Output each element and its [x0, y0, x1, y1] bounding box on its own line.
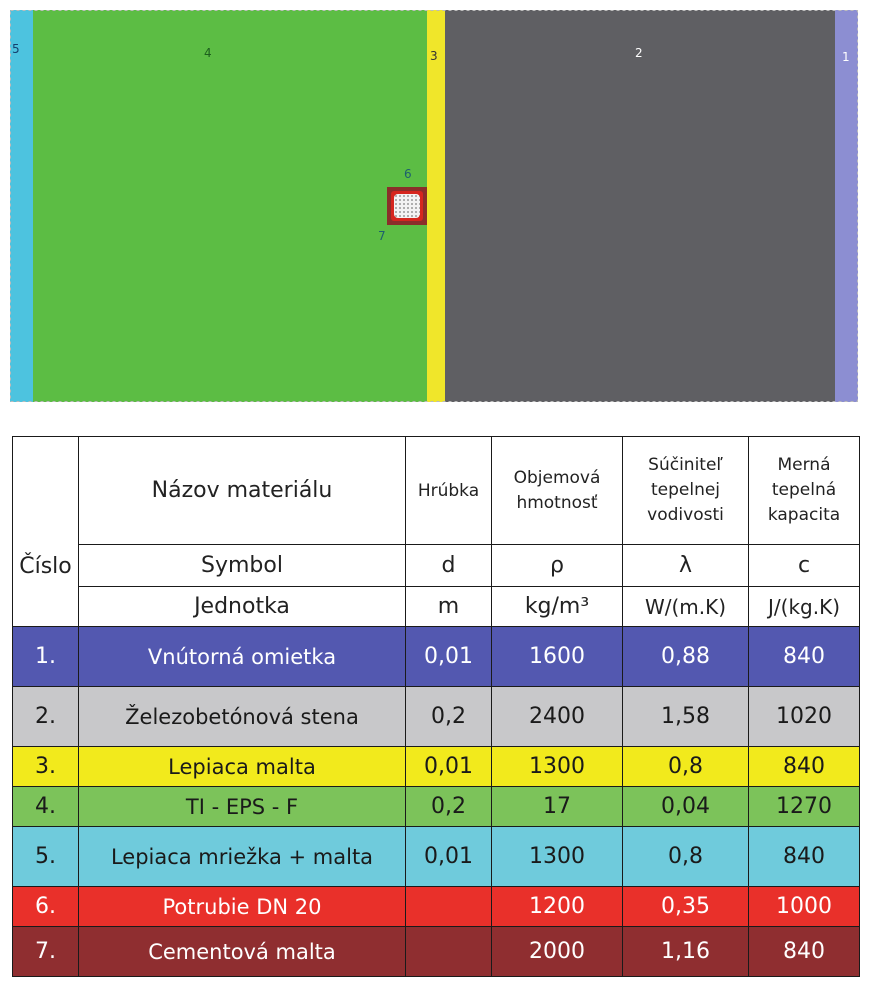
layer-1	[835, 10, 858, 402]
unit-lambda: W/(m.K)	[623, 587, 749, 627]
header-suciniteľ: Súčiniteľ tepelnej vodivosti	[623, 437, 749, 545]
table-row	[13, 687, 860, 747]
header-objemova: Objemová hmotnosť	[492, 437, 623, 545]
cell-rho: 1600	[492, 627, 623, 687]
mortar-label-7: 7	[378, 229, 386, 243]
unit-d: m	[406, 587, 492, 627]
layer-3	[427, 10, 445, 402]
pipe-label-6: 6	[404, 167, 412, 181]
materials-table	[12, 436, 860, 977]
layer-5	[10, 10, 33, 402]
symbol-d: d	[406, 545, 492, 587]
cell-num: 3.	[13, 747, 79, 787]
cell-c: 840	[749, 627, 860, 687]
unit-label: Jednotka	[79, 587, 406, 627]
cell-num: 5.	[13, 827, 79, 887]
header-merna: Merná tepelná kapacita	[749, 437, 860, 545]
cell-name: Potrubie DN 20	[79, 887, 406, 927]
symbol-lambda: λ	[623, 545, 749, 587]
cell-c: 1020	[749, 687, 860, 747]
pipe-detail	[387, 187, 427, 225]
layer-label-3: 3	[430, 49, 438, 63]
cell-num: 4.	[13, 787, 79, 827]
header-cislo: Číslo	[13, 437, 79, 627]
cell-name: TI - EPS - F	[79, 787, 406, 827]
unit-rho: kg/m³	[492, 587, 623, 627]
cell-d: 0,01	[406, 747, 492, 787]
symbol-rho: ρ	[492, 545, 623, 587]
cell-rho: 17	[492, 787, 623, 827]
cell-c: 1270	[749, 787, 860, 827]
cell-d: 0,01	[406, 627, 492, 687]
layer-4	[33, 10, 427, 402]
cell-lambda: 1,16	[623, 927, 749, 977]
symbol-c: c	[749, 545, 860, 587]
cell-lambda: 0,8	[623, 827, 749, 887]
cell-lambda: 0,35	[623, 887, 749, 927]
layer-2	[445, 10, 835, 402]
cell-lambda: 0,04	[623, 787, 749, 827]
layer-label-5: 5	[12, 42, 20, 56]
header-nazov: Názov materiálu	[79, 437, 406, 545]
cell-d: 0,2	[406, 687, 492, 747]
pipe-interior	[394, 194, 420, 218]
cell-d: 0,01	[406, 827, 492, 887]
header-hrubka: Hrúbka	[406, 437, 492, 545]
cell-num: 2.	[13, 687, 79, 747]
cell-d	[406, 927, 492, 977]
wall-section-diagram	[10, 10, 858, 402]
table-row	[13, 827, 860, 887]
cell-lambda: 0,88	[623, 627, 749, 687]
cell-rho: 1300	[492, 827, 623, 887]
cell-lambda: 0,8	[623, 747, 749, 787]
unit-c: J/(kg.K)	[749, 587, 860, 627]
cell-d: 0,2	[406, 787, 492, 827]
layer-label-4: 4	[204, 46, 212, 60]
cell-rho: 1200	[492, 887, 623, 927]
cell-rho: 2000	[492, 927, 623, 977]
cell-num: 1.	[13, 627, 79, 687]
cell-name: Vnútorná omietka	[79, 627, 406, 687]
layer-label-1: 1	[842, 50, 850, 64]
table-row	[13, 627, 860, 687]
table-row	[13, 787, 860, 827]
layer-label-2: 2	[635, 46, 643, 60]
symbol-label: Symbol	[79, 545, 406, 587]
cell-rho: 2400	[492, 687, 623, 747]
cell-rho: 1300	[492, 747, 623, 787]
cell-num: 6.	[13, 887, 79, 927]
cell-d	[406, 887, 492, 927]
cell-c: 840	[749, 747, 860, 787]
cell-c: 840	[749, 927, 860, 977]
cell-c: 1000	[749, 887, 860, 927]
cell-lambda: 1,58	[623, 687, 749, 747]
table-row	[13, 887, 860, 927]
cell-name: Železobetónová stena	[79, 687, 406, 747]
cell-name: Lepiaca malta	[79, 747, 406, 787]
cell-num: 7.	[13, 927, 79, 977]
cell-c: 840	[749, 827, 860, 887]
cell-name: Lepiaca mriežka + malta	[79, 827, 406, 887]
table-row	[13, 747, 860, 787]
cell-name: Cementová malta	[79, 927, 406, 977]
table-row	[13, 927, 860, 977]
